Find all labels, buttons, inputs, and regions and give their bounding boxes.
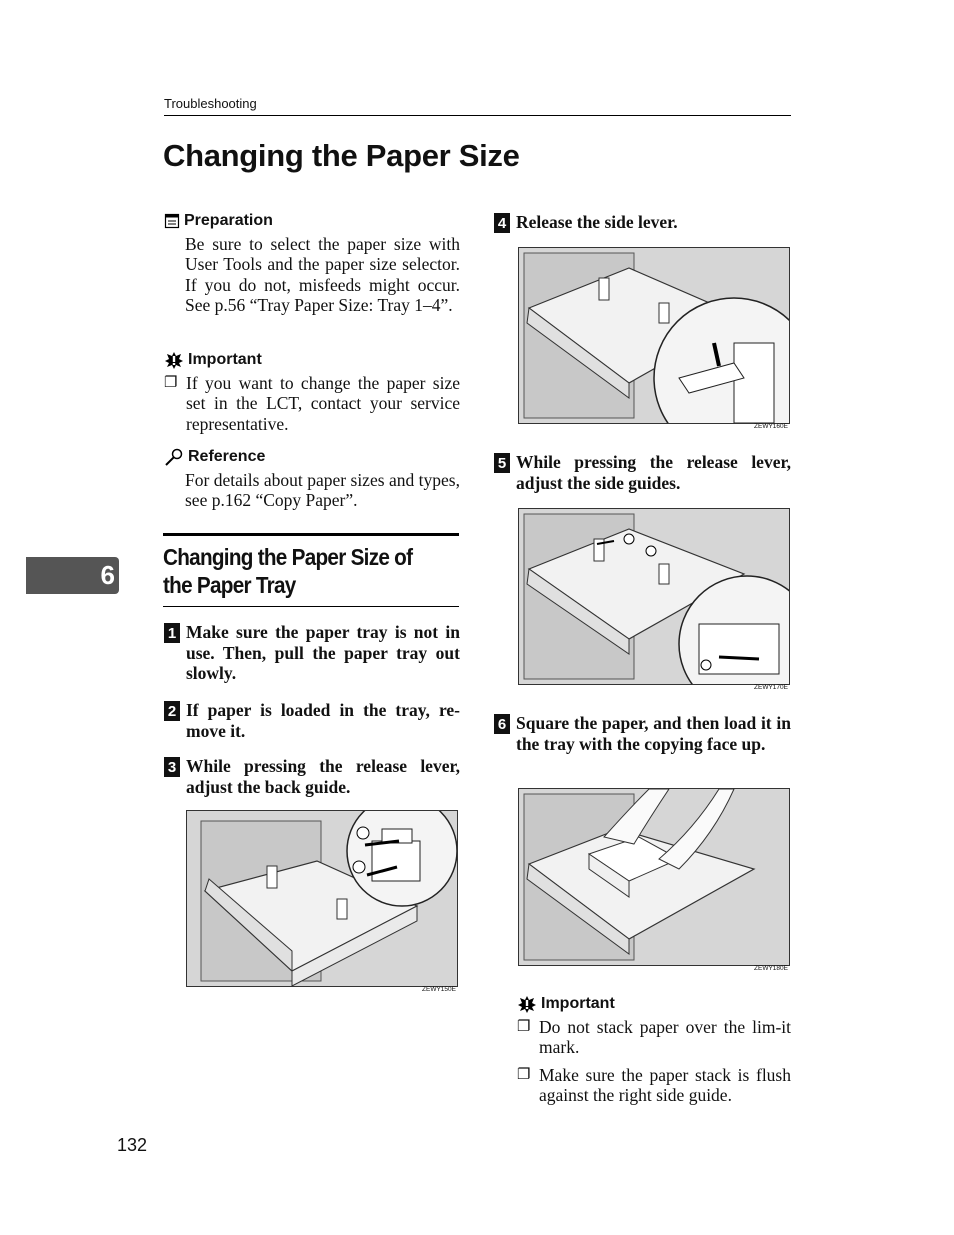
step-text: Release the side lever. [516, 212, 678, 232]
figure-code: ZEWY160E [754, 423, 788, 430]
step-number: 2 [164, 701, 180, 721]
step-4 [494, 212, 791, 233]
step-6 [494, 713, 791, 754]
step-number: 3 [164, 757, 180, 777]
figure-code: ZEWY150E [422, 986, 456, 993]
checkbox-icon: ❐ [517, 1066, 531, 1083]
step-1 [164, 622, 460, 684]
reference-block [164, 448, 460, 511]
page-number: 132 [117, 1135, 148, 1155]
reference-text: For details about paper sizes and types, see p.162 “Copy Paper”. [185, 470, 460, 511]
step-text: While pressing the release lever, adjust the back guide. [186, 756, 460, 797]
reference-label: Reference [188, 448, 266, 465]
important-item: ❐ If you want to change the paper size set in the LCT, contact your service representative. [164, 373, 460, 434]
step-5 [494, 452, 791, 493]
important-item: ❐ Make sure the paper stack is flush against the right side guide. [517, 1064, 791, 1105]
important-icon [517, 995, 537, 1013]
important-block [164, 351, 460, 434]
figure-code: ZEWY180E [754, 965, 788, 972]
important-item: ❐ Do not stack paper over the lim-it mark. [517, 1017, 791, 1058]
step-text: Make sure the paper tray is not in use. Then, pull the paper tray out slowly. [186, 622, 460, 684]
tray-illustration [519, 509, 789, 684]
step-text: If paper is loaded in the tray, re-move it. [186, 700, 460, 741]
step-number: 4 [494, 213, 510, 233]
step-number: 1 [164, 623, 180, 643]
important-block-2 [517, 995, 791, 1105]
preparation-block [164, 212, 460, 315]
checkbox-icon: ❐ [164, 375, 178, 391]
tray-illustration [519, 789, 789, 965]
figure-back-guide [186, 810, 458, 987]
preparation-text: Be sure to select the paper size with User Tools and the paper size selector. If you do not, misfeeds might occur. See p.56 “Tray Paper Size: Tray 1–4”. [185, 234, 460, 315]
chapter-tab: 6 [26, 557, 119, 594]
figure-side-lever [518, 247, 790, 424]
step-number: 5 [494, 453, 510, 473]
section-rule-bottom [163, 606, 459, 607]
preparation-icon [164, 213, 180, 229]
running-head: Troubleshooting [164, 96, 257, 111]
step-text: While pressing the release lever, adjust the side guides. [516, 452, 791, 493]
page-title: Changing the Paper Size [163, 138, 520, 173]
figure-side-guides [518, 508, 790, 685]
reference-icon [164, 448, 184, 466]
header-rule [164, 115, 791, 116]
preparation-label: Preparation [184, 212, 273, 229]
section-rule-top [163, 533, 459, 536]
important-label: Important [541, 995, 615, 1012]
step-2 [164, 700, 460, 741]
important-label: Important [188, 351, 262, 368]
step-text: Square the paper, and then load it in the tray with the copying face up. [516, 713, 791, 754]
checkbox-icon: ❐ [517, 1019, 531, 1035]
step-3 [164, 756, 460, 797]
figure-code: ZEWY170E [754, 684, 788, 691]
tray-illustration [187, 811, 457, 986]
figure-load-paper [518, 788, 790, 966]
step-number: 6 [494, 714, 510, 734]
tray-illustration [519, 248, 789, 423]
section-heading: Changing the Paper Size of the Paper Tray [163, 544, 413, 598]
important-icon [164, 351, 184, 369]
